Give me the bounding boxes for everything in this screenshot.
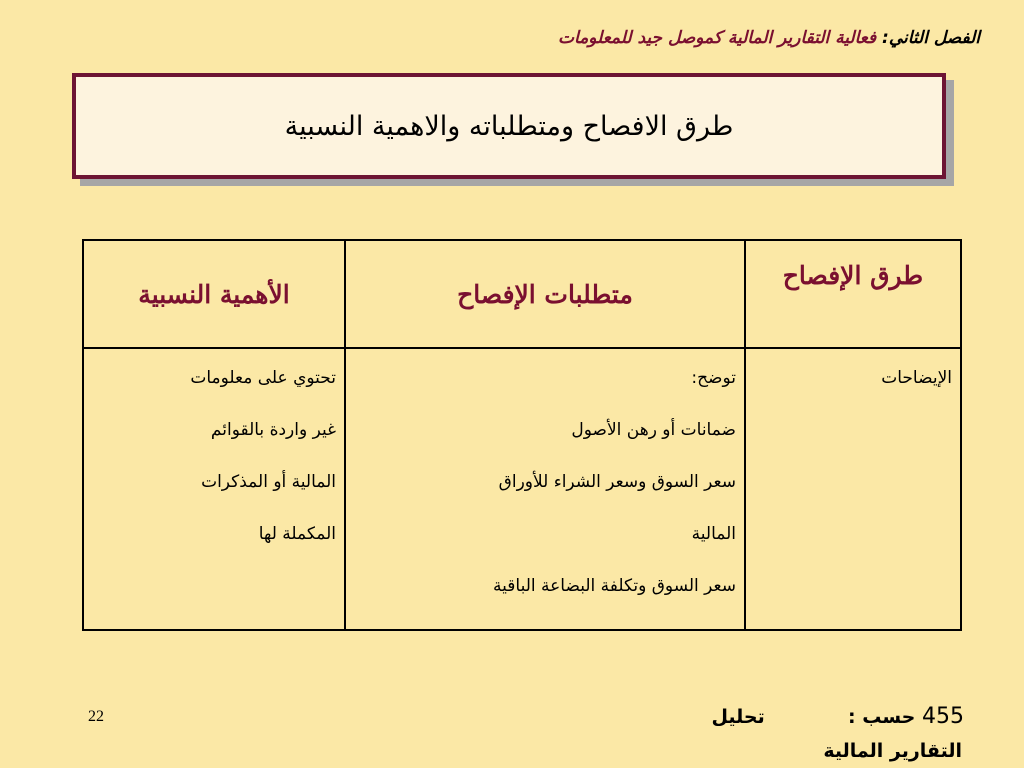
slide-title-box (72, 73, 946, 179)
slide-title: طرق الافصاح ومتطلباته والاهمية النسبية (284, 110, 734, 142)
chapter-title: فعالية التقارير المالية كموصل جيد للمعلومات (558, 28, 877, 48)
cell-text: سعر السوق وتكلفة البضاعة الباقية (493, 576, 736, 596)
cell-text: المكملة لها (258, 524, 336, 544)
course-footer (711, 704, 964, 729)
cell-text: تحتوي على معلومات (190, 368, 336, 388)
header-relative-importance: الأهمية النسبية (83, 240, 345, 348)
page-number: 22 (88, 708, 104, 725)
cell-importance (83, 348, 345, 630)
chapter-header (40, 28, 980, 48)
table-row (83, 348, 961, 630)
header-disclosure-methods: طرق الإفصاح (745, 240, 961, 348)
cell-text: الإيضاحات (881, 368, 952, 388)
cell-text: المالية (691, 524, 736, 544)
table-header-row (83, 240, 961, 348)
course-name-line2: التقارير المالية (823, 740, 962, 762)
cell-text: ضمانات أو رهن الأصول (571, 420, 736, 440)
disclosure-table (82, 239, 962, 631)
cell-text: غير واردة بالقوائم (210, 420, 336, 440)
chapter-label: الفصل الثاني: (882, 28, 980, 48)
course-word: تحليل (711, 706, 765, 728)
course-number: 455 (922, 704, 964, 729)
course-prefix: حسب : (848, 706, 916, 728)
cell-text: سعر السوق وسعر الشراء للأوراق (498, 472, 736, 492)
cell-text: توضح: (691, 368, 736, 388)
header-disclosure-requirements: متطلبات الإفصاح (345, 240, 745, 348)
cell-requirements (345, 348, 745, 630)
cell-text: المالية أو المذكرات (201, 472, 336, 492)
cell-methods (745, 348, 961, 630)
